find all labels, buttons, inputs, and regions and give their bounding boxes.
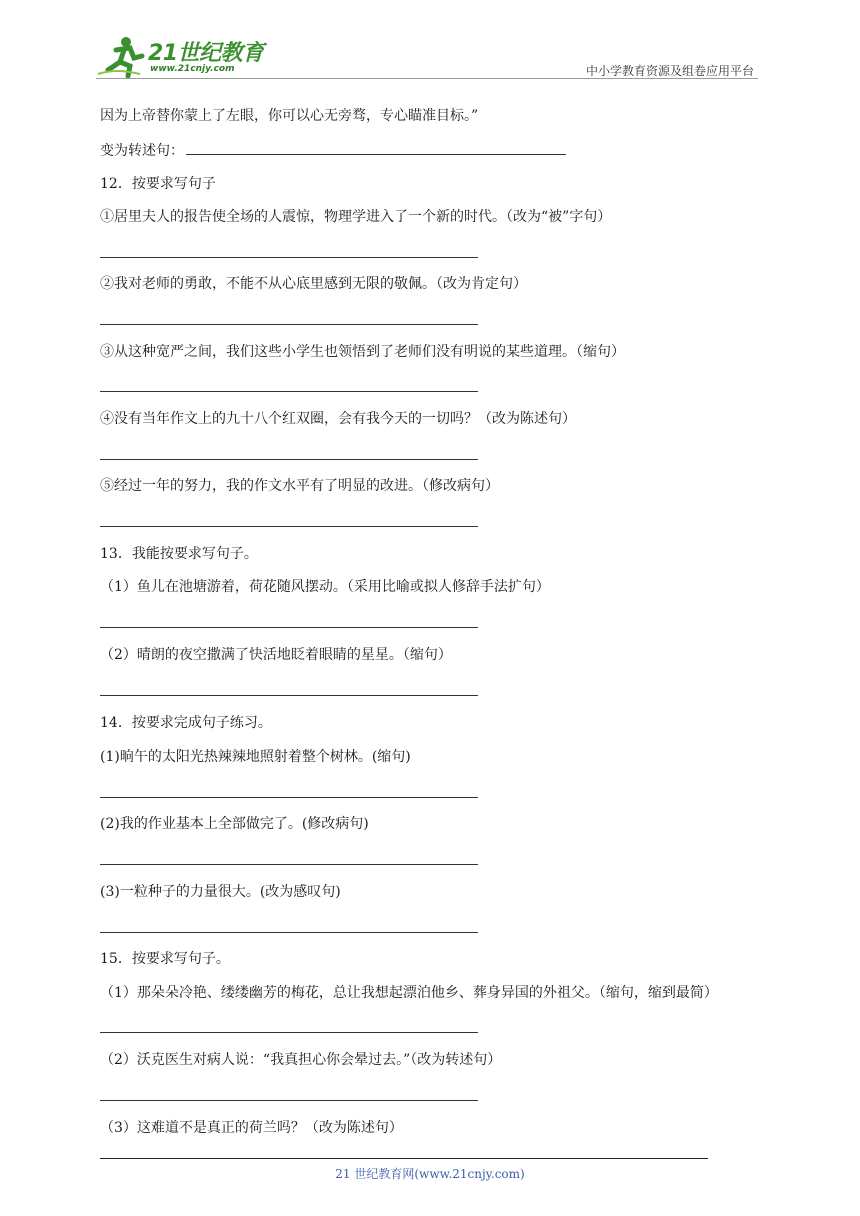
- answer-blank[interactable]: [100, 459, 478, 460]
- runner-logo-icon: [96, 34, 148, 78]
- transform-label: 变为转述句：: [100, 143, 184, 159]
- transform-prompt: [100, 140, 566, 161]
- answer-blank[interactable]: [100, 864, 478, 865]
- question-15-item-1: （1）那朵朵冷艳、缕缕幽芳的梅花，总让我想起漂泊他乡、葬身异国的外祖父。（缩句，缩到最简）: [100, 985, 718, 1001]
- answer-blank[interactable]: [100, 324, 478, 325]
- question-15-item-2: （2）沃克医生对病人说：“我真担心你会晕过去。”（改为转述句）: [100, 1052, 502, 1068]
- footer-source: 21 世纪教育网(www.21cnjy.com): [335, 1167, 525, 1181]
- question-13-item-2: （2）晴朗的夜空撒满了快活地眨着眼睛的星星。（缩句）: [100, 647, 452, 663]
- question-12-item-1: ①居里夫人的报告使全场的人震惊，物理学进入了一个新的时代。（改为“被”字句）: [100, 209, 612, 225]
- question-12-item-2: ②我对老师的勇敢，不能不从心底里感到无限的敬佩。（改为肯定句）: [100, 276, 527, 292]
- question-13-item-1: （1）鱼儿在池塘游着，荷花随风摆动。（采用比喻或拟人修辞手法扩句）: [100, 579, 550, 595]
- question-14-item-2: (2)我的作业基本上全部做完了。(修改病句): [100, 816, 369, 832]
- answer-blank[interactable]: [100, 391, 478, 392]
- question-12-item-3: ③从这种宽严之间，我们这些小学生也领悟到了老师们没有明说的某些道理。（缩句）: [100, 344, 625, 360]
- answer-blank[interactable]: [186, 140, 566, 155]
- answer-blank[interactable]: [100, 627, 478, 628]
- answer-blank[interactable]: [100, 526, 478, 527]
- question-14-item-3: (3)一粒种子的力量很大。(改为感叹句): [100, 884, 341, 900]
- answer-blank[interactable]: [100, 695, 478, 696]
- logo-text: 21世纪教育: [148, 41, 264, 66]
- question-14-item-1: (1)晌午的太阳光热辣辣地照射着整个树林。(缩句): [100, 749, 411, 765]
- logo-url: www.21cnjy.com: [150, 64, 235, 74]
- header-divider: [96, 78, 758, 79]
- question-12-title: 12．按要求写句子: [100, 176, 216, 192]
- answer-blank[interactable]: [100, 797, 478, 798]
- platform-title: 中小学教育资源及组卷应用平台: [585, 64, 754, 78]
- answer-blank[interactable]: [100, 257, 478, 258]
- logo: [96, 34, 296, 78]
- question-15-title: 15．按要求写句子。: [100, 951, 230, 967]
- answer-blank[interactable]: [100, 932, 478, 933]
- question-12-item-5: ⑤经过一年的努力，我的作文水平有了明显的改进。（修改病句）: [100, 478, 499, 494]
- footer-divider: [100, 1158, 708, 1159]
- text-line: 因为上帝替你蒙上了左眼，你可以心无旁骛，专心瞄准目标。”: [100, 108, 479, 124]
- question-13-title: 13．我能按要求写句子。: [100, 546, 258, 562]
- question-14-title: 14．按要求完成句子练习。: [100, 715, 272, 731]
- page-header: [96, 30, 758, 78]
- question-12-item-4: ④没有当年作文上的九十八个红双圈，会有我今天的一切吗？（改为陈述句）: [100, 411, 576, 427]
- question-15-item-3: （3）这难道不是真正的荷兰吗？（改为陈述句）: [100, 1120, 403, 1136]
- answer-blank[interactable]: [100, 1100, 478, 1101]
- answer-blank[interactable]: [100, 1032, 478, 1033]
